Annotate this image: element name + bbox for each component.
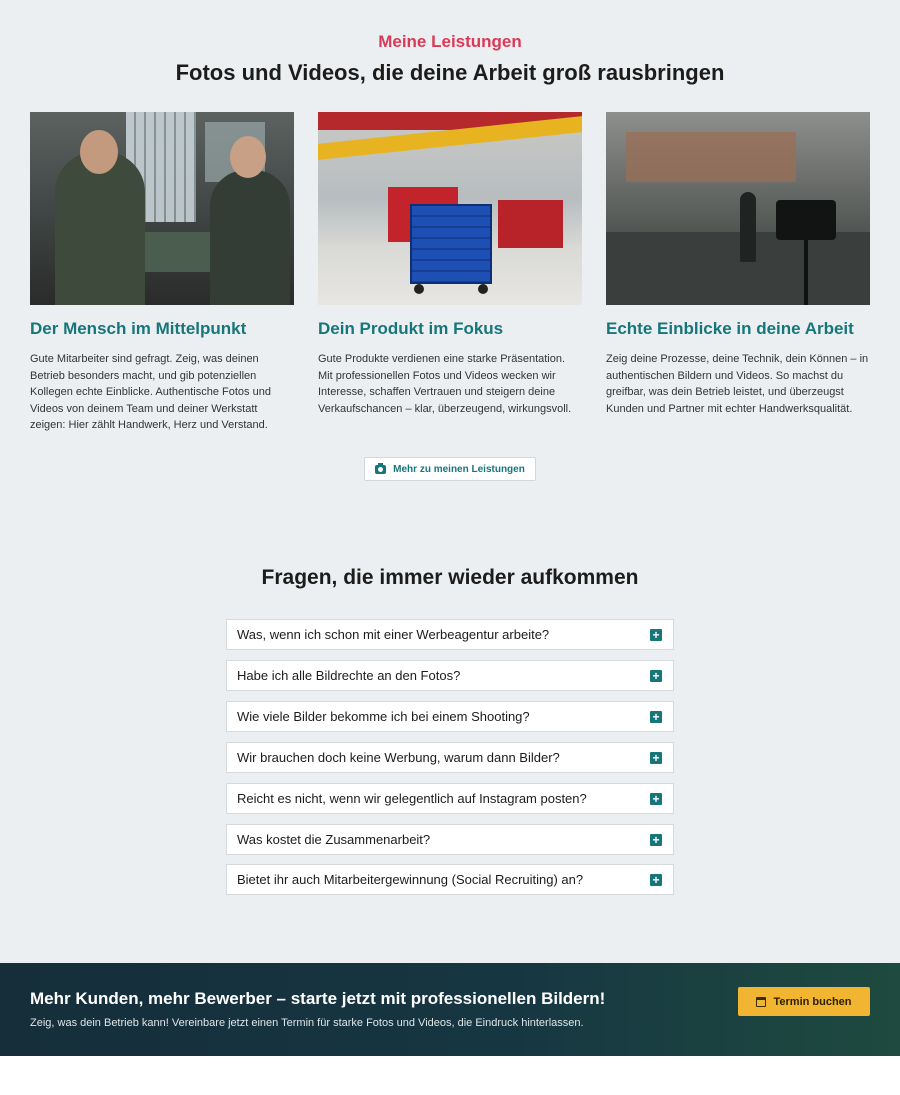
faq-question: Was kostet die Zusammenarbeit? (237, 832, 431, 847)
faq-item[interactable] (226, 701, 674, 732)
faq-item[interactable] (226, 619, 674, 650)
faq-question: Habe ich alle Bildrechte an den Fotos? (237, 668, 461, 683)
service-card-text: Zeig deine Prozesse, deine Technik, dein Können – in authentischen Bildern und Videos. So machst du greifbar, was dein Betrieb leistet, und überzeugst Kunden und Partner mit echter Handwerksqualität. (606, 353, 869, 415)
faq-question: Reicht es nicht, wenn wir gelegentlich auf Instagram posten? (237, 791, 587, 806)
workshop-camera-photo (606, 112, 870, 305)
faq-item[interactable] (226, 660, 674, 691)
plus-icon[interactable]: + (650, 874, 662, 886)
book-appointment-button[interactable] (738, 987, 870, 1016)
cta-text: Zeig, was dein Betrieb kann! Vereinbare jetzt einen Termin für starke Fotos und Videos, die Eindruck hinterlassen. (30, 1017, 584, 1029)
faq-question: Wie viele Bilder bekomme ich bei einem Shooting? (237, 709, 530, 724)
service-card-people (30, 112, 294, 434)
workers-photo (30, 112, 294, 305)
faq-item[interactable] (226, 824, 674, 855)
faq-question: Wir brauchen doch keine Werbung, warum dann Bilder? (237, 750, 560, 765)
faq-title: Fragen, die immer wieder aufkommen (261, 566, 639, 589)
faq-question: Was, wenn ich schon mit einer Werbeagentur arbeite? (237, 627, 550, 642)
plus-icon[interactable]: + (650, 752, 662, 764)
faq-item[interactable] (226, 864, 674, 895)
service-card-text: Gute Produkte verdienen eine starke Präsentation. Mit professionellen Fotos und Videos wecken wir Interesse, schaffen Vertrauen und steigern deine Verkaufschancen – klar, überzeugend, wirkungsvoll. (318, 353, 572, 415)
section-eyebrow: Meine Leistungen (378, 32, 522, 51)
plus-icon[interactable]: + (650, 670, 662, 682)
service-card-insights (606, 112, 870, 417)
faq-question: Bietet ihr auch Mitarbeitergewinnung (Social Recruiting) an? (237, 872, 584, 887)
service-card-product (318, 112, 582, 417)
cta-title: Mehr Kunden, mehr Bewerber – starte jetzt mit professionellen Bildern! (30, 989, 606, 1008)
camera-icon (375, 465, 386, 474)
more-services-button[interactable] (364, 457, 536, 481)
service-card-title: Der Mensch im Mittelpunkt (30, 319, 247, 338)
plus-icon[interactable]: + (650, 711, 662, 723)
footer-area (0, 1056, 900, 1095)
cta-banner (0, 963, 900, 1056)
plus-icon[interactable]: + (650, 834, 662, 846)
service-card-title: Echte Einblicke in deine Arbeit (606, 319, 854, 338)
plus-icon[interactable]: + (650, 793, 662, 805)
section-headline: Fotos und Videos, die deine Arbeit groß rausbringen (175, 60, 725, 85)
tool-cart-photo (318, 112, 582, 305)
more-services-label: Mehr zu meinen Leistungen (393, 463, 525, 475)
faq-item[interactable] (226, 742, 674, 773)
book-appointment-label: Termin buchen (773, 995, 852, 1008)
calendar-icon (756, 997, 766, 1007)
service-card-title: Dein Produkt im Fokus (318, 319, 504, 338)
service-card-text: Gute Mitarbeiter sind gefragt. Zeig, was deinen Betrieb besonders macht, und gib potenziellen Kollegen echte Einblicke. Authentische Fotos und Videos von deinem Team und deiner Werkstatt zeigen: Hier zählt Handwerk, Herz und Verstand. (30, 353, 271, 431)
plus-icon[interactable]: + (650, 629, 662, 641)
faq-item[interactable] (226, 783, 674, 814)
